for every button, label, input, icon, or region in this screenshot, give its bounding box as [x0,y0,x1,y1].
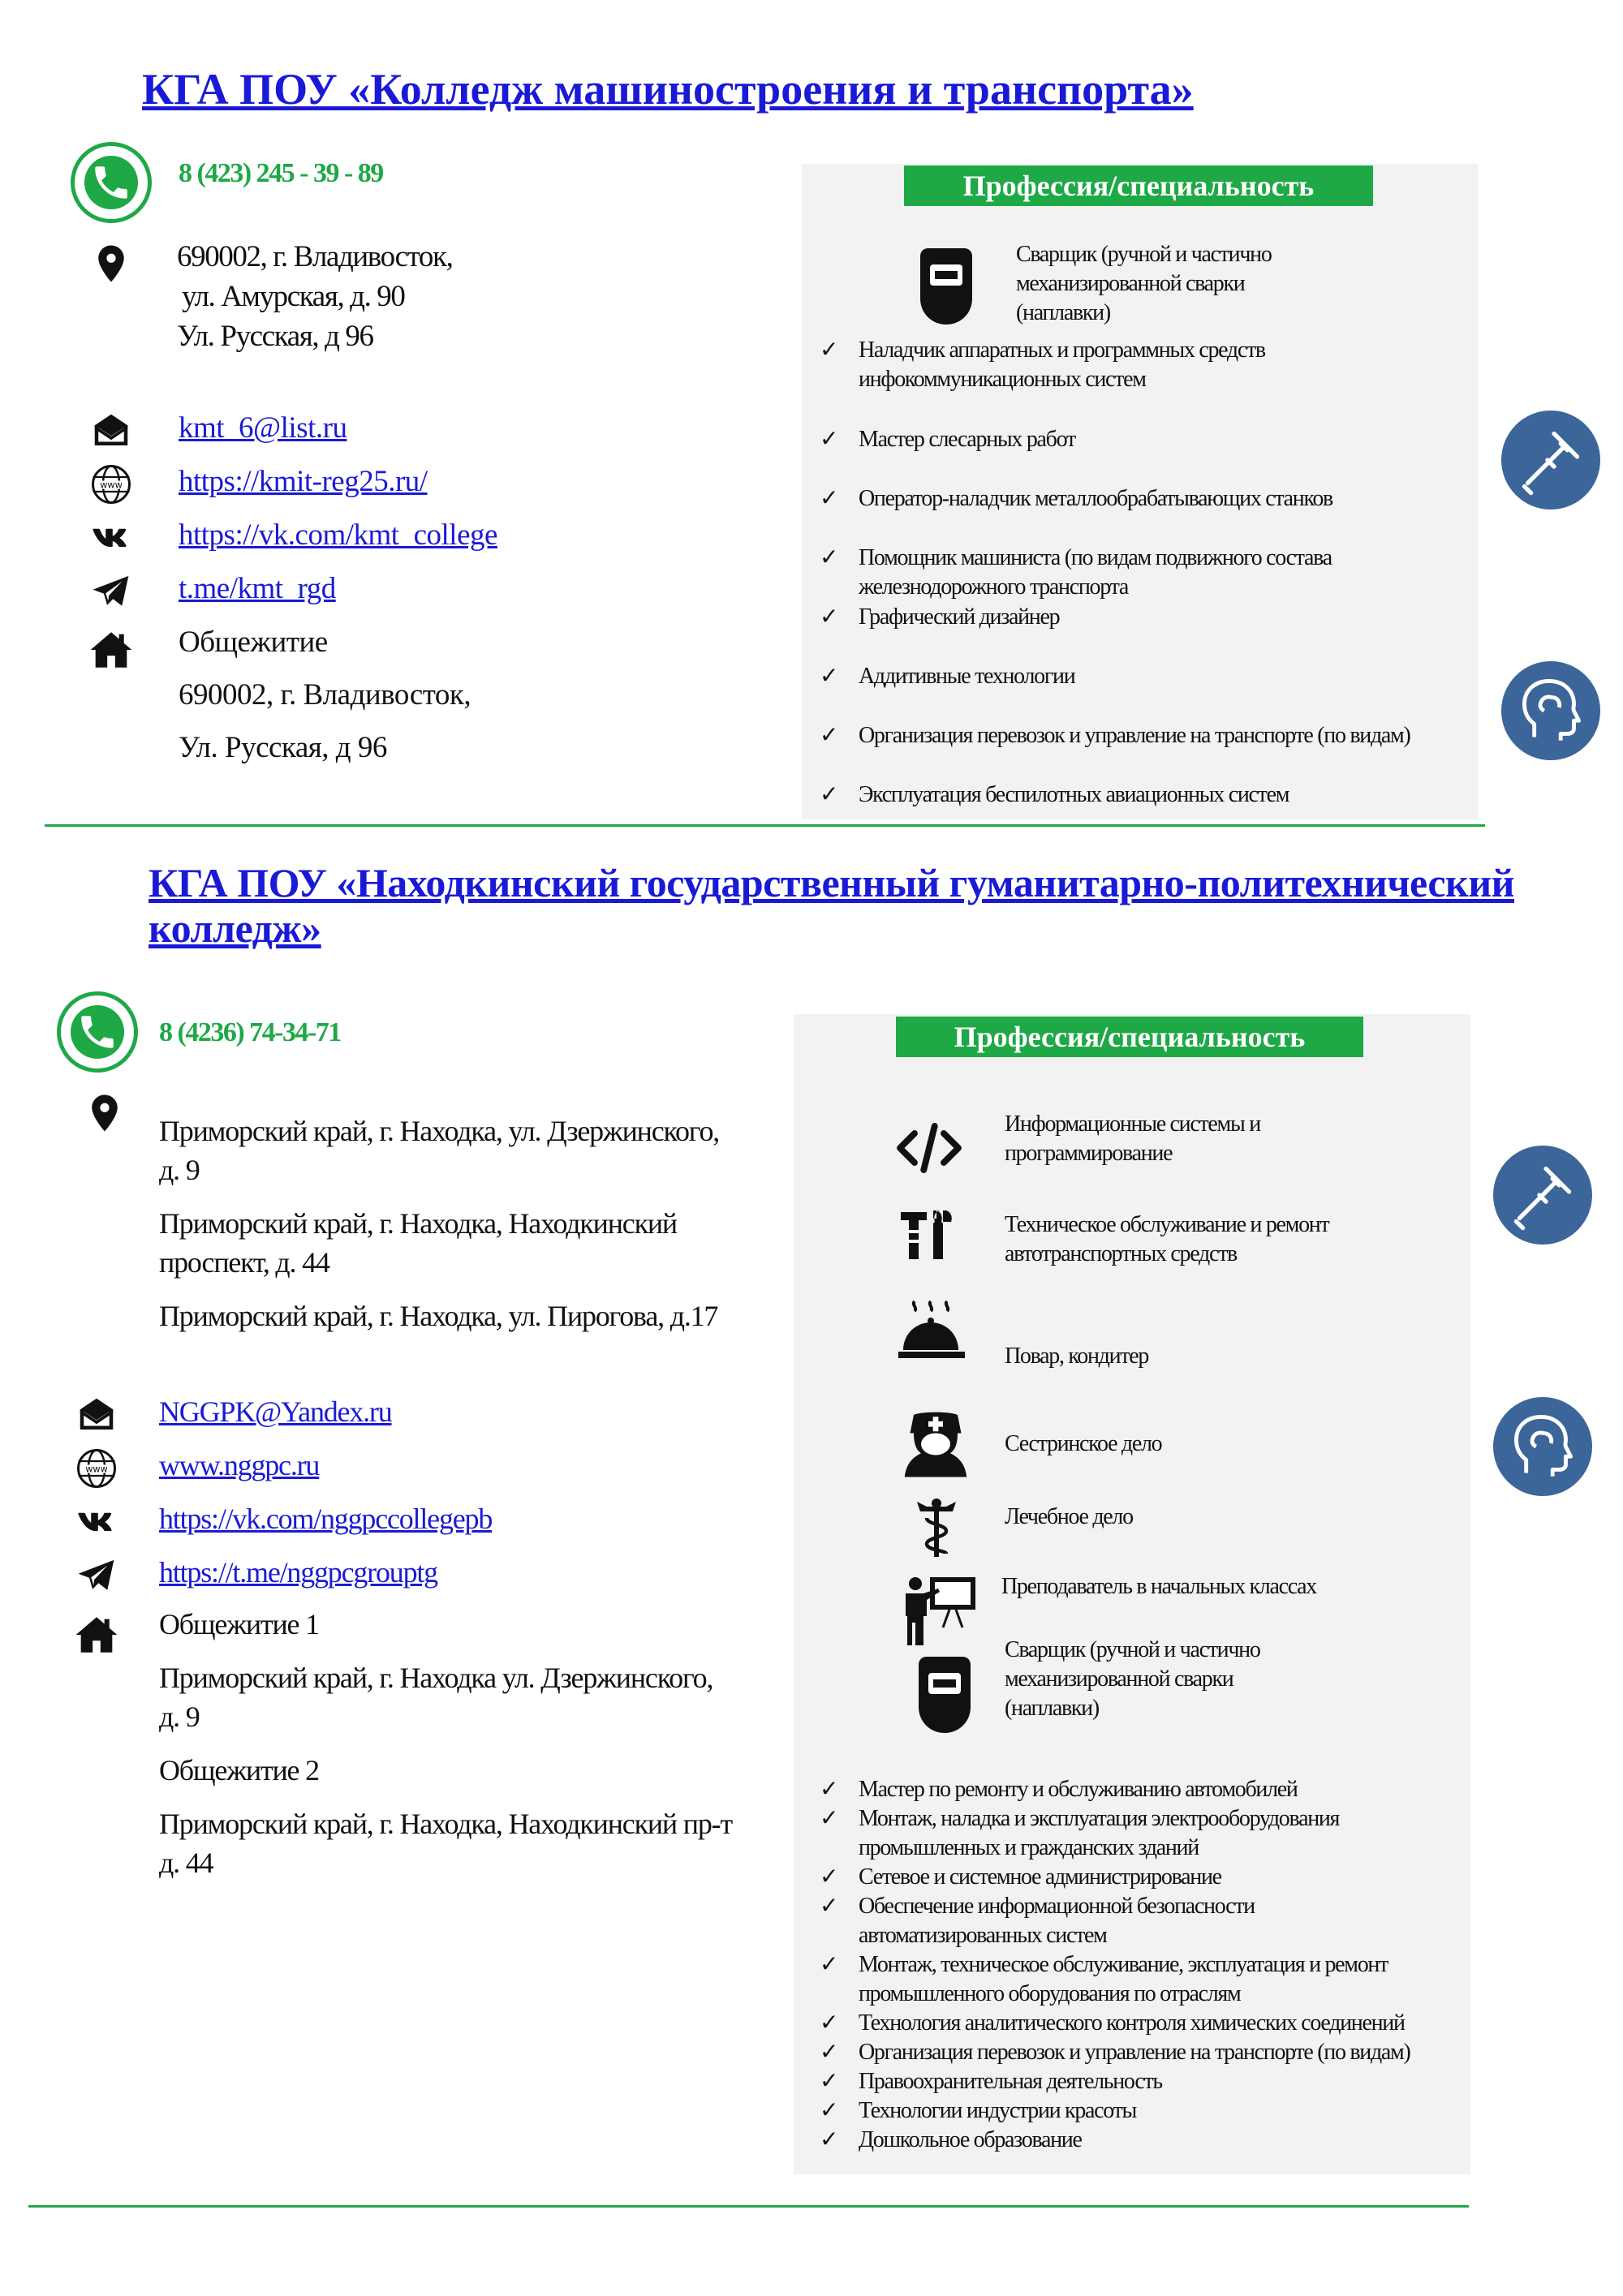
college2-icon-item: Информационные системы и программирование [1005,1111,1260,1166]
list-item: ✓ Наладчик аппаратных и программных средств инфокоммуникационных систем [820,338,1265,392]
college2-icon-item: Повар, кондитер [1005,1344,1149,1369]
college1-address [177,237,452,356]
college2-icon-item: Сестринское дело [1005,1431,1162,1456]
address-line: 690002, г. Владивосток, [177,240,453,273]
mail-icon [89,409,133,453]
section-divider [28,2205,1469,2208]
list-item: ✓ Обеспечение информационной безопасности автоматизированных систем [820,1894,1255,1948]
mental-health-head-icon [1493,1397,1592,1496]
address-block: Приморский край, г. Находка, ул. Пирогова, д.17 [159,1300,718,1332]
globe-www-icon [89,462,133,506]
teacher-icon [901,1572,979,1650]
location-pin-icon [89,242,133,286]
address-line: ул. Амурская, д. 90 [182,280,405,313]
list-item: ✓ Правоохранительная деятельность [820,2069,1162,2094]
list-item: ✓ Помощник машиниста (по видам подвижного состава железнодорожного транспорта [820,545,1332,600]
dorm-label: Общежитие [179,626,328,659]
college2-icon-item: Сварщик (ручной и частично механизированной сварки (наплавки) [1005,1637,1260,1721]
college1-icon-item: Сварщик (ручной и частично механизированной сварки (наплавки) [1016,242,1272,325]
vk-icon [75,1500,118,1544]
list-item: ✓ Сетевое и системное администрирование [820,1864,1221,1890]
college2-dorms [159,1605,732,1882]
list-item: ✓ Мастер слесарных работ [820,427,1075,452]
globe-www-icon [75,1447,118,1490]
dorm-address-line: Ул. Русская, д 96 [179,731,387,764]
list-item: ✓ Эксплуатация беспилотных авиационных систем [820,782,1289,807]
college1-email-link[interactable]: kmt_6@list.ru [179,411,347,445]
list-item: ✓ Организация перевозок и управление на транспорте (по видам) [820,723,1410,748]
vk-icon [89,516,133,560]
college2-telegram-link[interactable]: https://t.me/nggpcgrouptg [159,1556,437,1589]
home-icon [73,1611,117,1655]
dorm-address: Приморский край, г. Находка ул. Дзержинского, д. 9 [159,1662,713,1733]
college1-telegram-link[interactable]: t.me/kmt_rgd [179,572,336,605]
address-line: Ул. Русская, д 96 [177,320,373,353]
tools-icon [898,1207,966,1266]
disability-crutch-icon [1493,1146,1592,1245]
home-icon [88,626,131,670]
section-divider [45,824,1485,827]
welding-mask-icon [914,247,979,328]
college2-email-link[interactable]: NGGPK@Yandex.ru [159,1395,392,1428]
college2-website-link[interactable]: www.nggpc.ru [159,1449,320,1481]
dorm-label: Общежитие 1 [159,1608,319,1640]
list-item: ✓ Мастер по ремонту и обслуживанию автомобилей [820,1777,1298,1802]
dorm-label: Общежитие 2 [159,1754,319,1786]
list-item: ✓ Оператор-наладчик металлообрабатывающих станков [820,486,1332,511]
list-item: ✓ Графический дизайнер [820,604,1060,630]
phone-icon [71,142,152,223]
list-item: ✓ Монтаж, наладка и эксплуатация электрооборудования промышленных и гражданских зданий [820,1806,1340,1860]
list-item: ✓ Дошкольное образование [820,2127,1082,2152]
dorm-address-line: 690002, г. Владивосток, [179,678,471,712]
college1-vk-link[interactable]: https://vk.com/kmt_college [179,518,497,552]
location-pin-icon [83,1091,127,1135]
address-block: Приморский край, г. Находка, Находкинский проспект, д. 44 [159,1207,677,1279]
nurse-icon [899,1408,972,1481]
college1-panel-title: Профессия/специальность [904,166,1373,206]
list-item: ✓ Технология аналитического контроля химических соединений [820,2010,1405,2036]
list-item: ✓ Аддитивные технологии [820,664,1075,689]
college1-title[interactable]: КГА ПОУ «Колледж машиностроения и транспорта» [142,65,1194,114]
college1-dorm [179,622,471,767]
medical-caduceus-icon [914,1495,959,1560]
svg-text:www: www [100,479,123,491]
cloche-food-icon [895,1298,968,1363]
svg-text:www: www [85,1464,108,1475]
phone-icon [57,991,138,1073]
welding-mask-icon [912,1655,977,1736]
list-item: ✓ Организация перевозок и управление на транспорте (по видам) [820,2040,1410,2065]
college2-addresses [159,1111,719,1335]
mail-icon [75,1393,118,1437]
code-icon [893,1111,966,1185]
address-block: Приморский край, г. Находка, ул. Дзержинского, д. 9 [159,1115,720,1186]
disability-crutch-icon [1501,411,1600,510]
college2-phone[interactable]: 8 (4236) 74-34-71 [159,1017,341,1047]
college1-website-link[interactable]: https://kmit-reg25.ru/ [179,465,428,498]
college2-vk-link[interactable]: https://vk.com/nggpccollegepb [159,1503,493,1535]
mental-health-head-icon [1501,661,1600,760]
college2-icon-item: Лечебное дело [1005,1504,1133,1529]
college2-icon-item: Преподаватель в начальных классах [1001,1574,1316,1599]
telegram-icon [75,1554,118,1597]
college1-phone[interactable]: 8 (423) 245 - 39 - 89 [179,158,383,188]
college2-panel-title: Профессия/специальность [896,1017,1363,1057]
college2-title[interactable]: КГА ПОУ «Находкинский государственный гуманитарно-политехнический колледж» [149,860,1514,951]
list-item: ✓ Технологии индустрии красоты [820,2098,1137,2123]
list-item: ✓ Монтаж, техническое обслуживание, эксплуатация и ремонт промышленного оборудования по отраслям [820,1952,1388,2006]
college2-icon-item: Техническое обслуживание и ремонт автотранспортных средств [1005,1212,1329,1266]
telegram-icon [89,570,133,613]
dorm-address: Приморский край, г. Находка, Находкинский пр-т д. 44 [159,1808,732,1879]
